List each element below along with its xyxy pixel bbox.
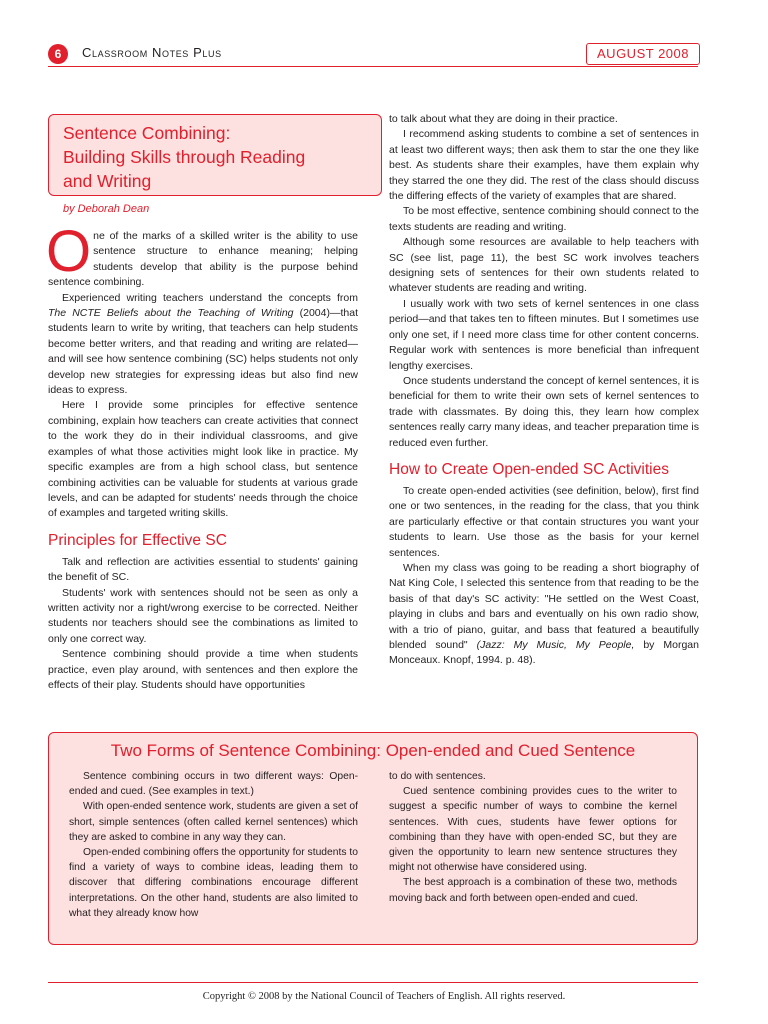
open-ended-paragraph-2-text-b: by Morgan Monceaux. Knopf, 1994. p. 48). <box>389 639 699 667</box>
sidebar-right-paragraph-3: The best approach is a combination of these two, methods moving back and forth between open-ended and cued. <box>389 877 677 904</box>
article-title-line-2: Building Skills through Reading <box>63 147 306 167</box>
right-paragraph-2: I recommend asking students to combine a set of sentences in at least two different ways; then ask them to star the one they like best. As students share their examples, have them explain why they starred the one they did. The rest of the class should discuss the differing effects of the variety of examples that are shared. <box>389 128 699 203</box>
section-heading-open-ended: How to Create Open-ended SC Activities <box>389 460 669 478</box>
intro-paragraph <box>46 219 358 291</box>
right-paragraph-1: to talk about what they are doing in their practice. <box>389 113 618 125</box>
header-divider <box>48 66 698 67</box>
paragraph-2 <box>48 291 358 399</box>
page-number-badge: 6 <box>48 44 68 64</box>
article-byline: by Deborah Dean <box>63 203 150 215</box>
paragraph-3: Here I provide some principles for effective sentence combining, explain how teachers can create activities that connect to the work they do in their individual classrooms, and give examples of what those activities might look like in practice. My specific examples are from a high school class, but sentence combining activities can be valuable for students at various grade levels, and can be adapted for students' needs through the choice of examples and targeted writing skills. <box>48 399 358 520</box>
article-title-line-1: Sentence Combining: <box>63 123 231 143</box>
sidebar-title: Two Forms of Sentence Combining: Open-ended and Cued Sentence <box>110 741 636 760</box>
right-paragraph-6: Once students understand the concept of kernel sentences, it is beneficial for them to write their own sets of kernel sentences to trade with classmates. By doing this, they learn how complex sentences really carry many ideas, and teacher preparation time is reduced even further. <box>389 374 699 449</box>
article-right-column <box>389 112 699 669</box>
issue-date-badge: AUGUST 2008 <box>586 43 700 65</box>
sidebar-box <box>48 732 698 945</box>
right-paragraph-3: To be most effective, sentence combining should connect to the texts students are reading and writing. <box>389 205 699 233</box>
principles-paragraph-3: Sentence combining should provide a time when students practice, even play around, with sentences and then explore the effects of their play. Students should have opportunities <box>48 648 358 691</box>
article-title-line-3: and Writing <box>63 171 152 191</box>
article-left-column <box>46 219 358 693</box>
article-title-box <box>48 114 382 196</box>
sidebar-left-paragraph-3: Open-ended combining offers the opportunity for students to find a variety of ways to combine ideas, leading them to discover that differing combinations encourage different interpretations. On the other hand, students are also limited to what they already know how <box>69 847 358 919</box>
drop-cap: O <box>46 219 92 284</box>
principles-paragraph-2: Students' work with sentences should not be seen as only a written activity nor a right/wrong exercise to be corrected. Neither students nor teachers should see the combinations as limited to only one correct way. <box>48 586 358 645</box>
section-heading-principles: Principles for Effective SC <box>48 531 227 549</box>
paragraph-2-text-b: (2004)—that students learn to write by writing, that teachers can help students become better writers, and that reading and writing are related—and will see how sentence combining (SC) helps students not only develop new strategies for expressing ideas but also find new ideas to express. <box>48 307 358 397</box>
copyright-notice: Copyright © 2008 by the National Council of Teachers of English. All rights reserved. <box>202 991 566 1002</box>
open-ended-paragraph-2-text-a: When my class was going to be reading a short biography of Nat King Cole, I selected this sentence from that reading to be the basis of that day's SC activity: "He settled on the West Coast, playing in clubs and bars and eventually on his own radio show, with a trio of piano, guitar, and bass that featured a beautifully blended sound" <box>389 561 699 651</box>
intro-text: ne of the marks of a skilled writer is the ability to use sentence structure to enhance meaning; helping students develop that ability is the purpose behind sentence combining. <box>48 230 358 289</box>
footer-divider <box>48 982 698 983</box>
principles-paragraph-1: Talk and reflection are activities essential to students' gaining the benefit of SC. <box>48 555 358 584</box>
sidebar-right-paragraph-2: Cued sentence combining provides cues to the writer to suggest a specific number of ways to combine the kernel sentences. With cues, students have fewer options for combining than they have with open-ended SC, but they are given the opportunity to learn new sentence structures they might not otherwise have considered using. <box>389 786 677 874</box>
open-ended-paragraph-2 <box>389 561 699 669</box>
ncte-beliefs-title: The NCTE Beliefs about the Teaching of Writing <box>48 307 294 320</box>
open-ended-paragraph-1: To create open-ended activities (see definition, below), first find one or two sentences, in the reading for the class, that you think are particularly effective or that contain structures you want your students to learn. Use those as the basis for your kernel sentences. <box>389 484 699 559</box>
sidebar-left-paragraph-1: Sentence combining occurs in two different ways: Open-ended and cued. (See examples in text.) <box>69 771 358 798</box>
publication-name: Classroom Notes Plus <box>82 45 222 60</box>
right-paragraph-4: Although some resources are available to help teachers with SC (see list, page 11), the best SC work involves teachers designing sets of sentences for their own students related to whatever students are reading and writing. <box>389 236 699 295</box>
sidebar-right-paragraph-1: to do with sentences. <box>389 771 486 782</box>
paragraph-2-text-a: Experienced writing teachers understand the concepts from <box>62 291 358 304</box>
sidebar-left-column <box>69 769 358 921</box>
book-citation-title: (Jazz: My Music, My People, <box>476 639 635 651</box>
right-paragraph-5: I usually work with two sets of kernel sentences in one class period—and that takes ten to fifteen minutes. But I sometimes use only one set, if I need more class time for other content concerns. Regular work with sentences is more beneficial than infrequent lengthy exercises. <box>389 297 699 372</box>
sidebar-left-paragraph-2: With open-ended sentence work, students are given a set of short, simple sentences (often called kernel sentences) which they are asked to combine in any way they can. <box>69 801 358 843</box>
sidebar-right-column <box>389 769 677 906</box>
